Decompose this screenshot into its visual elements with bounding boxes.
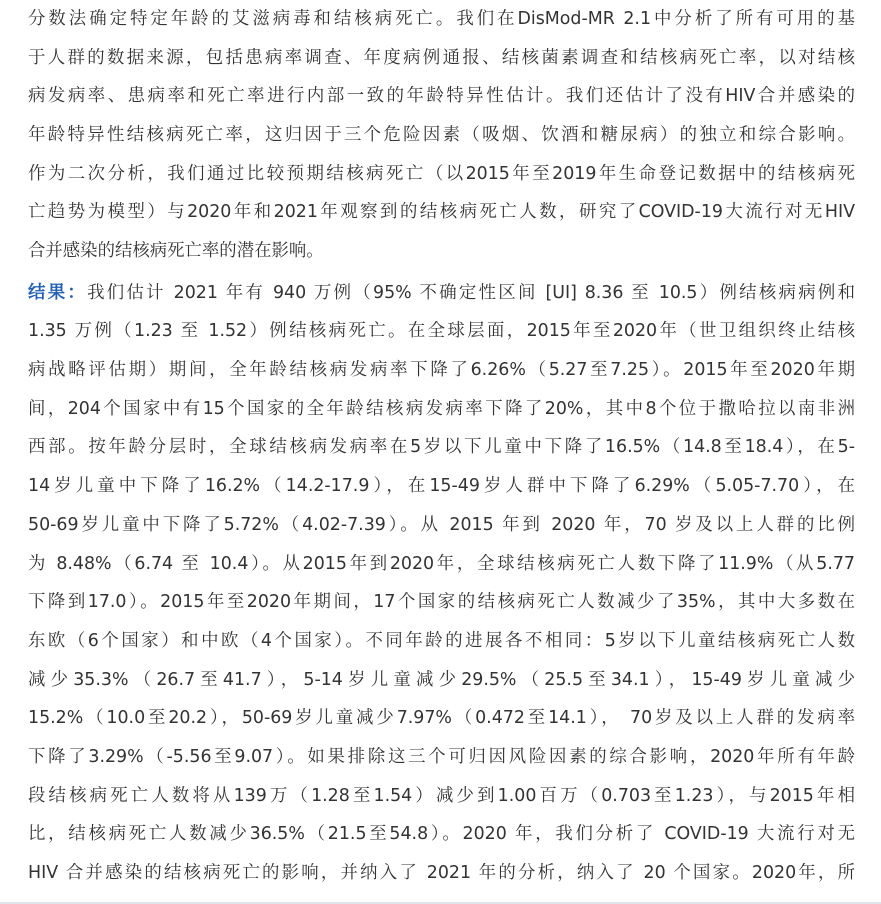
results-line: 下降到17.0）。2015年至2020年期间，17个国家的结核病死亡人数减少了35%，其中大多数在 [28, 592, 855, 612]
methods-line: 于人群的数据来源，包括患病率调查、年度病例通报、结核菌素调查和结核病死亡率，以对结核 [28, 48, 855, 68]
methods-line: 亡趋势为模型）与2020年和2021年观察到的结核病死亡人数，研究了COVID-19大流行对无HIV [28, 202, 855, 222]
results-label: 结果： [28, 283, 88, 303]
results-line: 14岁儿童中下降了16.2%（14.2-17.9），在15-49岁人群中下降了6.29%（5.05-7.70），在 [28, 476, 855, 496]
methods-line: 作为二次分析，我们通过比较预期结核病死亡（以2015年至2019年生命登记数据中的结核病死 [28, 164, 855, 184]
results-line: 比，结核病死亡人数减少36.5%（21.5至54.8）。2020 年，我们分析了 COVID-19 大流行对无 [28, 824, 855, 844]
results-line: 1.35 万例（1.23 至 1.52）例结核病死亡。在全球层面，2015年至2020年（世卫组织终止结核 [28, 321, 855, 341]
methods-line: 合并感染的结核病死亡率的潜在影响。 [28, 241, 324, 261]
methods-line: 病发病率、患病率和死亡率进行内部一致的年龄特异性估计。我们还估计了没有HIV合并感染的 [28, 86, 855, 106]
results-line: 段结核病死亡人数将从139万（1.28至1.54）减少到1.00百万（0.703至1.23），与2015年相 [28, 786, 855, 806]
results-line: 50-69岁儿童中下降了5.72%（4.02-7.39）。从 2015 年到 2020 年，70 岁及以上人群的比例 [28, 515, 855, 535]
methods-line: 分数法确定特定年龄的艾滋病毒和结核病死亡。我们在DisMod-MR 2.1中分析了所有可用的基 [28, 9, 855, 29]
results-line: 15.2%（10.0至20.2），50-69岁儿童减少7.97%（0.472至14.1）， 70岁及以上人群的发病率 [28, 708, 855, 728]
results-line: 下降了3.29%（-5.56至9.07）。如果排除这三个可归因风险因素的综合影响，2020年所有年龄 [28, 747, 855, 767]
results-line: 间，204个国家中有15个国家的全年龄结核病发病率下降了20%，其中8个位于撒哈拉以南非洲 [28, 399, 855, 419]
results-line: HIV 合并感染的结核病死亡的影响，并纳入了 2021 年的分析，纳入了 20 个国家。2020年，所 [28, 863, 855, 883]
results-line: 病战略评估期）期间，全年龄结核病发病率下降了6.26%（5.27至7.25）。2015年至2020年期 [28, 360, 855, 380]
results-first-line [28, 274, 855, 313]
results-line: 为 8.48%（6.74 至 10.4）。从2015年到2020年，全球结核病死亡人数下降了11.9%（从5.77 [28, 554, 855, 574]
results-line: 西部。按年龄分层时，全球结核病发病率在5岁以下儿童中下降了16.5%（14.8至18.4），在5- [28, 437, 855, 457]
results-line: 减少35.3%（26.7至41.7），5-14岁儿童减少29.5%（25.5至34.1），15-49岁儿童减少 [28, 670, 855, 690]
results-text: 我们估计 2021 年有 940 万例（95% 不确定性区间 [UI] 8.36 至 10.5）例结核病病例和 [87, 283, 855, 303]
results-line: 东欧（6个国家）和中欧（4个国家）。不同年龄的进展各不相同：5岁以下儿童结核病死亡人数 [28, 631, 855, 651]
methods-line: 年龄特异性结核病死亡率，这归因于三个危险因素（吸烟、饮酒和糖尿病）的独立和综合影响。 [28, 125, 855, 145]
